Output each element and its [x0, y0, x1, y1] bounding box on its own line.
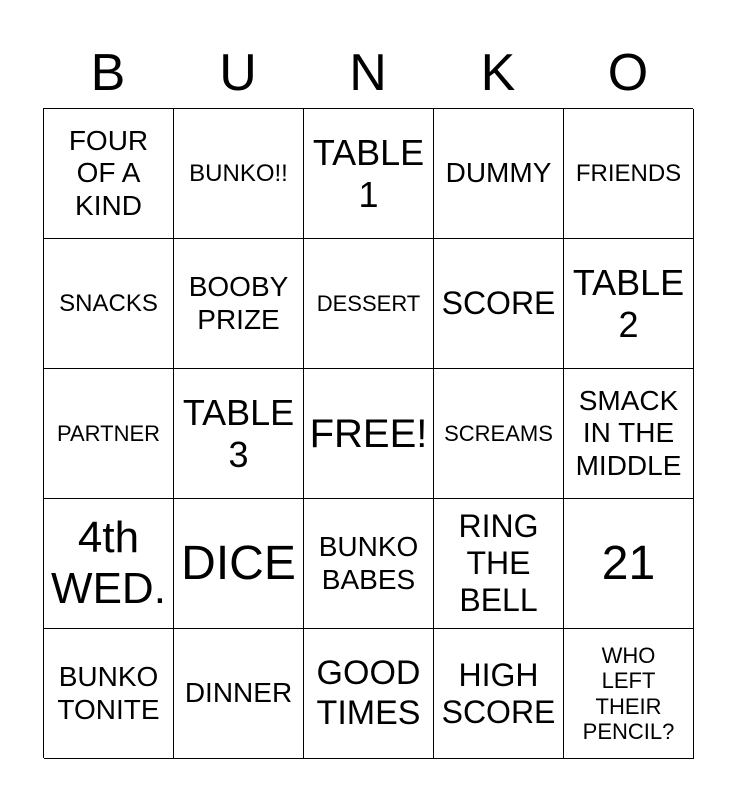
bingo-cell: FRIENDS	[564, 109, 694, 239]
bingo-cell: 21	[564, 499, 694, 629]
bingo-cell: BUNKO!!	[174, 109, 304, 239]
bingo-cell: DINNER	[174, 629, 304, 759]
bingo-grid	[43, 108, 693, 758]
header-letter-k: K	[480, 44, 516, 102]
header-letter-n: N	[349, 44, 387, 102]
bingo-cell: TABLE 3	[174, 369, 304, 499]
header-letter-u: U	[219, 44, 257, 102]
bingo-cell: DESSERT	[304, 239, 434, 369]
bingo-cell: SMACK IN THE MIDDLE	[564, 369, 694, 499]
bingo-cell: FREE!	[304, 369, 434, 499]
bingo-cell: BUNKO BABES	[304, 499, 434, 629]
bingo-cell: GOOD TIMES	[304, 629, 434, 759]
bingo-cell: FOUR OF A KIND	[44, 109, 174, 239]
bingo-cell: TABLE 2	[564, 239, 694, 369]
bingo-cell: SCORE	[434, 239, 564, 369]
header-letter-o: O	[607, 44, 649, 102]
bingo-header	[43, 40, 693, 106]
bingo-cell: WHO LEFT THEIR PENCIL?	[564, 629, 694, 759]
bingo-cell: DICE	[174, 499, 304, 629]
bingo-cell: BOOBY PRIZE	[174, 239, 304, 369]
bingo-cell: SNACKS	[44, 239, 174, 369]
bingo-cell: DUMMY	[434, 109, 564, 239]
bingo-cell: HIGH SCORE	[434, 629, 564, 759]
bingo-cell: 4th WED.	[44, 499, 174, 629]
bingo-cell: SCREAMS	[434, 369, 564, 499]
bingo-cell: RING THE BELL	[434, 499, 564, 629]
bingo-cell: PARTNER	[44, 369, 174, 499]
bingo-cell: TABLE 1	[304, 109, 434, 239]
header-letter-b: B	[90, 44, 126, 102]
bingo-cell: BUNKO TONITE	[44, 629, 174, 759]
